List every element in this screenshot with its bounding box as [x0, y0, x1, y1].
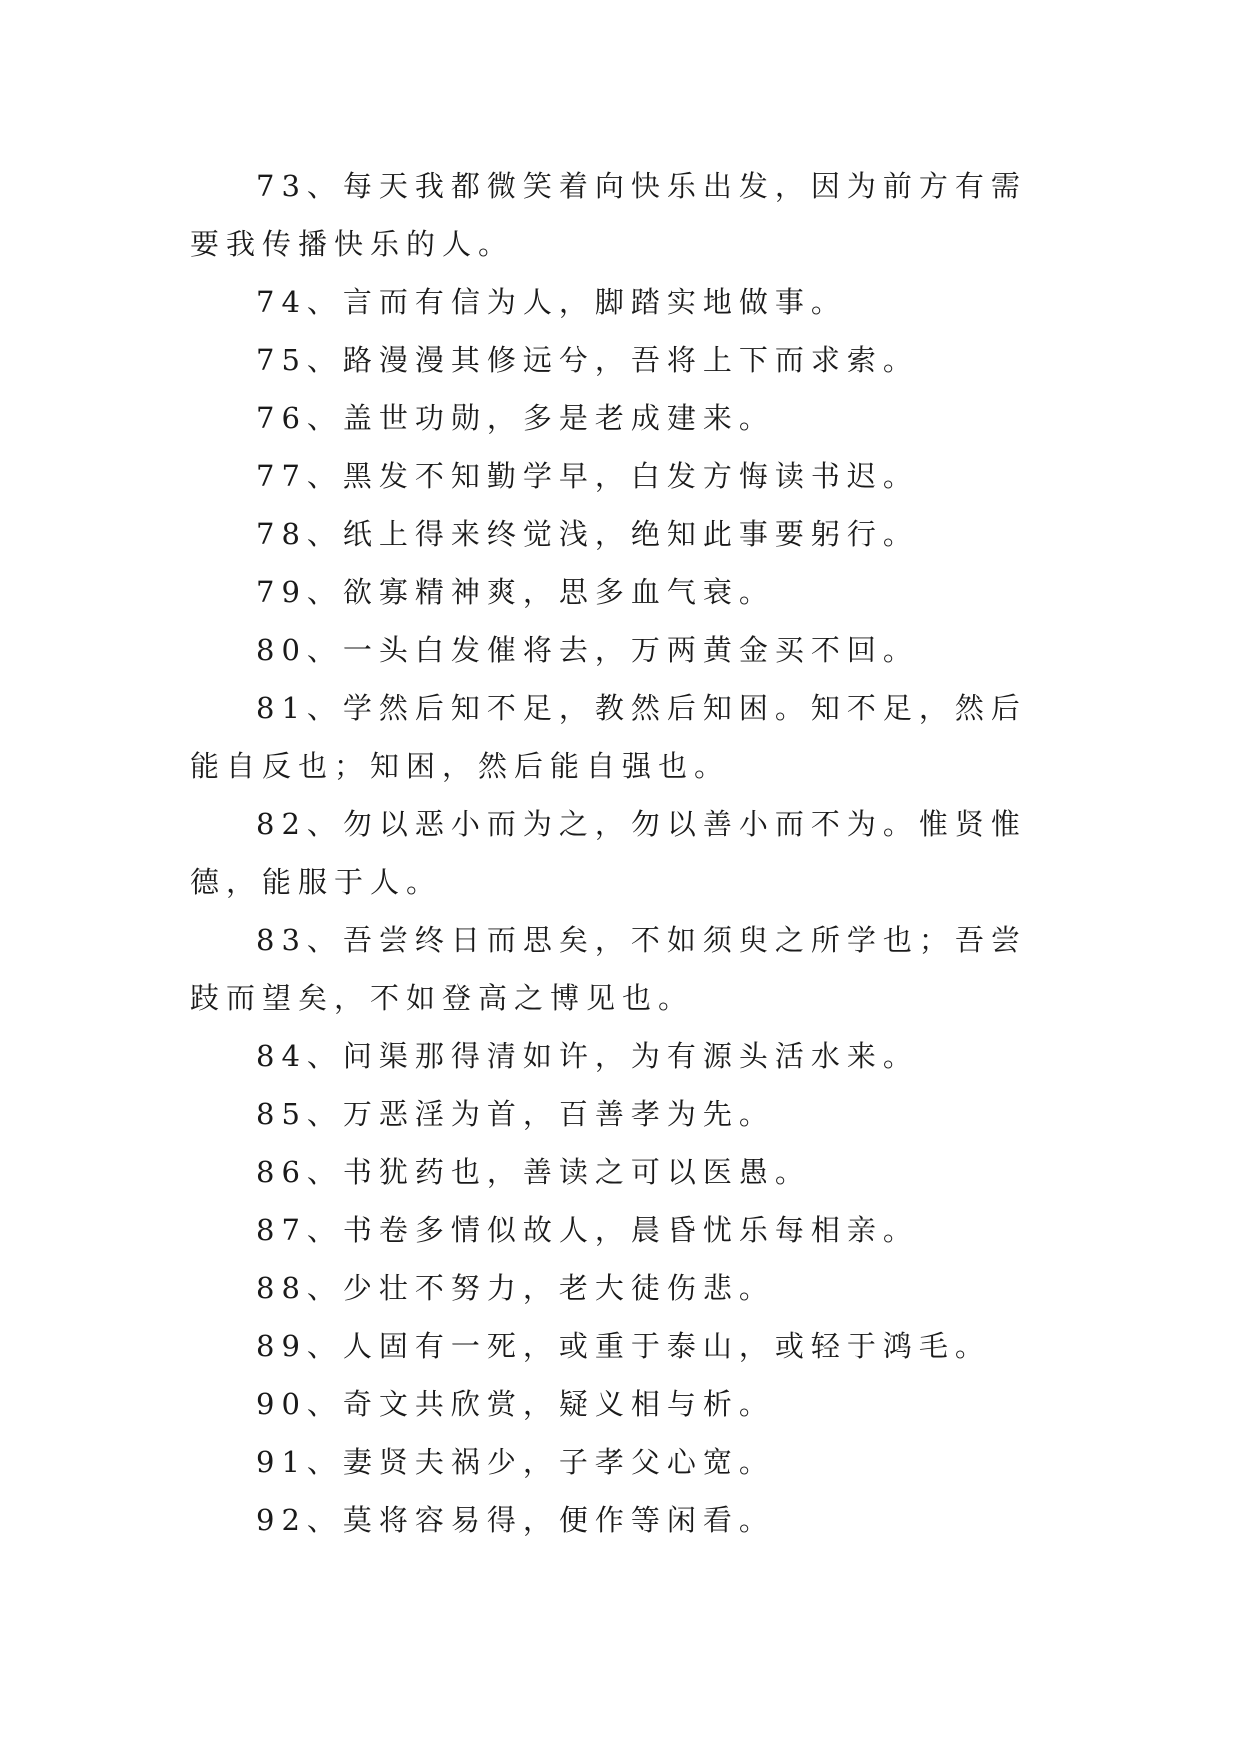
paragraph-85: 85、万恶淫为首，百善孝为先。 — [256, 1097, 775, 1131]
paragraph-80: 80、一头白发催将去，万两黄金买不回。 — [256, 633, 919, 667]
paragraph-83: 83、吾尝终日而思矣，不如须臾之所学也；吾尝跂而望矣，不如登高之博见也。 — [190, 923, 1027, 1015]
paragraph-79: 79、欲寡精神爽，思多血气衰。 — [256, 575, 775, 609]
paragraph-82: 82、勿以恶小而为之，勿以善小而不为。惟贤惟德，能服于人。 — [190, 807, 1027, 899]
paragraph-77: 77、黑发不知勤学早，白发方悔读书迟。 — [256, 459, 919, 493]
paragraph-84: 84、问渠那得清如许，为有源头活水来。 — [256, 1039, 919, 1073]
paragraph-76: 76、盖世功勋，多是老成建来。 — [256, 401, 775, 435]
paragraph-92: 92、莫将容易得，便作等闲看。 — [256, 1503, 775, 1537]
paragraph-73: 73、每天我都微笑着向快乐出发，因为前方有需要我传播快乐的人。 — [190, 169, 1027, 261]
document-body — [190, 157, 1052, 1549]
paragraph-74: 74、言而有信为人，脚踏实地做事。 — [256, 285, 847, 319]
paragraph-89: 89、人固有一死，或重于泰山，或轻于鸿毛。 — [256, 1329, 991, 1363]
paragraph-90: 90、奇文共欣赏，疑义相与析。 — [256, 1387, 775, 1421]
paragraph-91: 91、妻贤夫祸少，子孝父心宽。 — [256, 1445, 775, 1479]
paragraph-88: 88、少壮不努力，老大徒伤悲。 — [256, 1271, 775, 1305]
paragraph-81: 81、学然后知不足，教然后知困。知不足，然后能自反也；知困，然后能自强也。 — [190, 691, 1027, 783]
paragraph-75: 75、路漫漫其修远兮，吾将上下而求索。 — [256, 343, 919, 377]
paragraph-78: 78、纸上得来终觉浅，绝知此事要躬行。 — [256, 517, 919, 551]
paragraph-87: 87、书卷多情似故人，晨昏忧乐每相亲。 — [256, 1213, 919, 1247]
paragraph-86: 86、书犹药也，善读之可以医愚。 — [256, 1155, 811, 1189]
